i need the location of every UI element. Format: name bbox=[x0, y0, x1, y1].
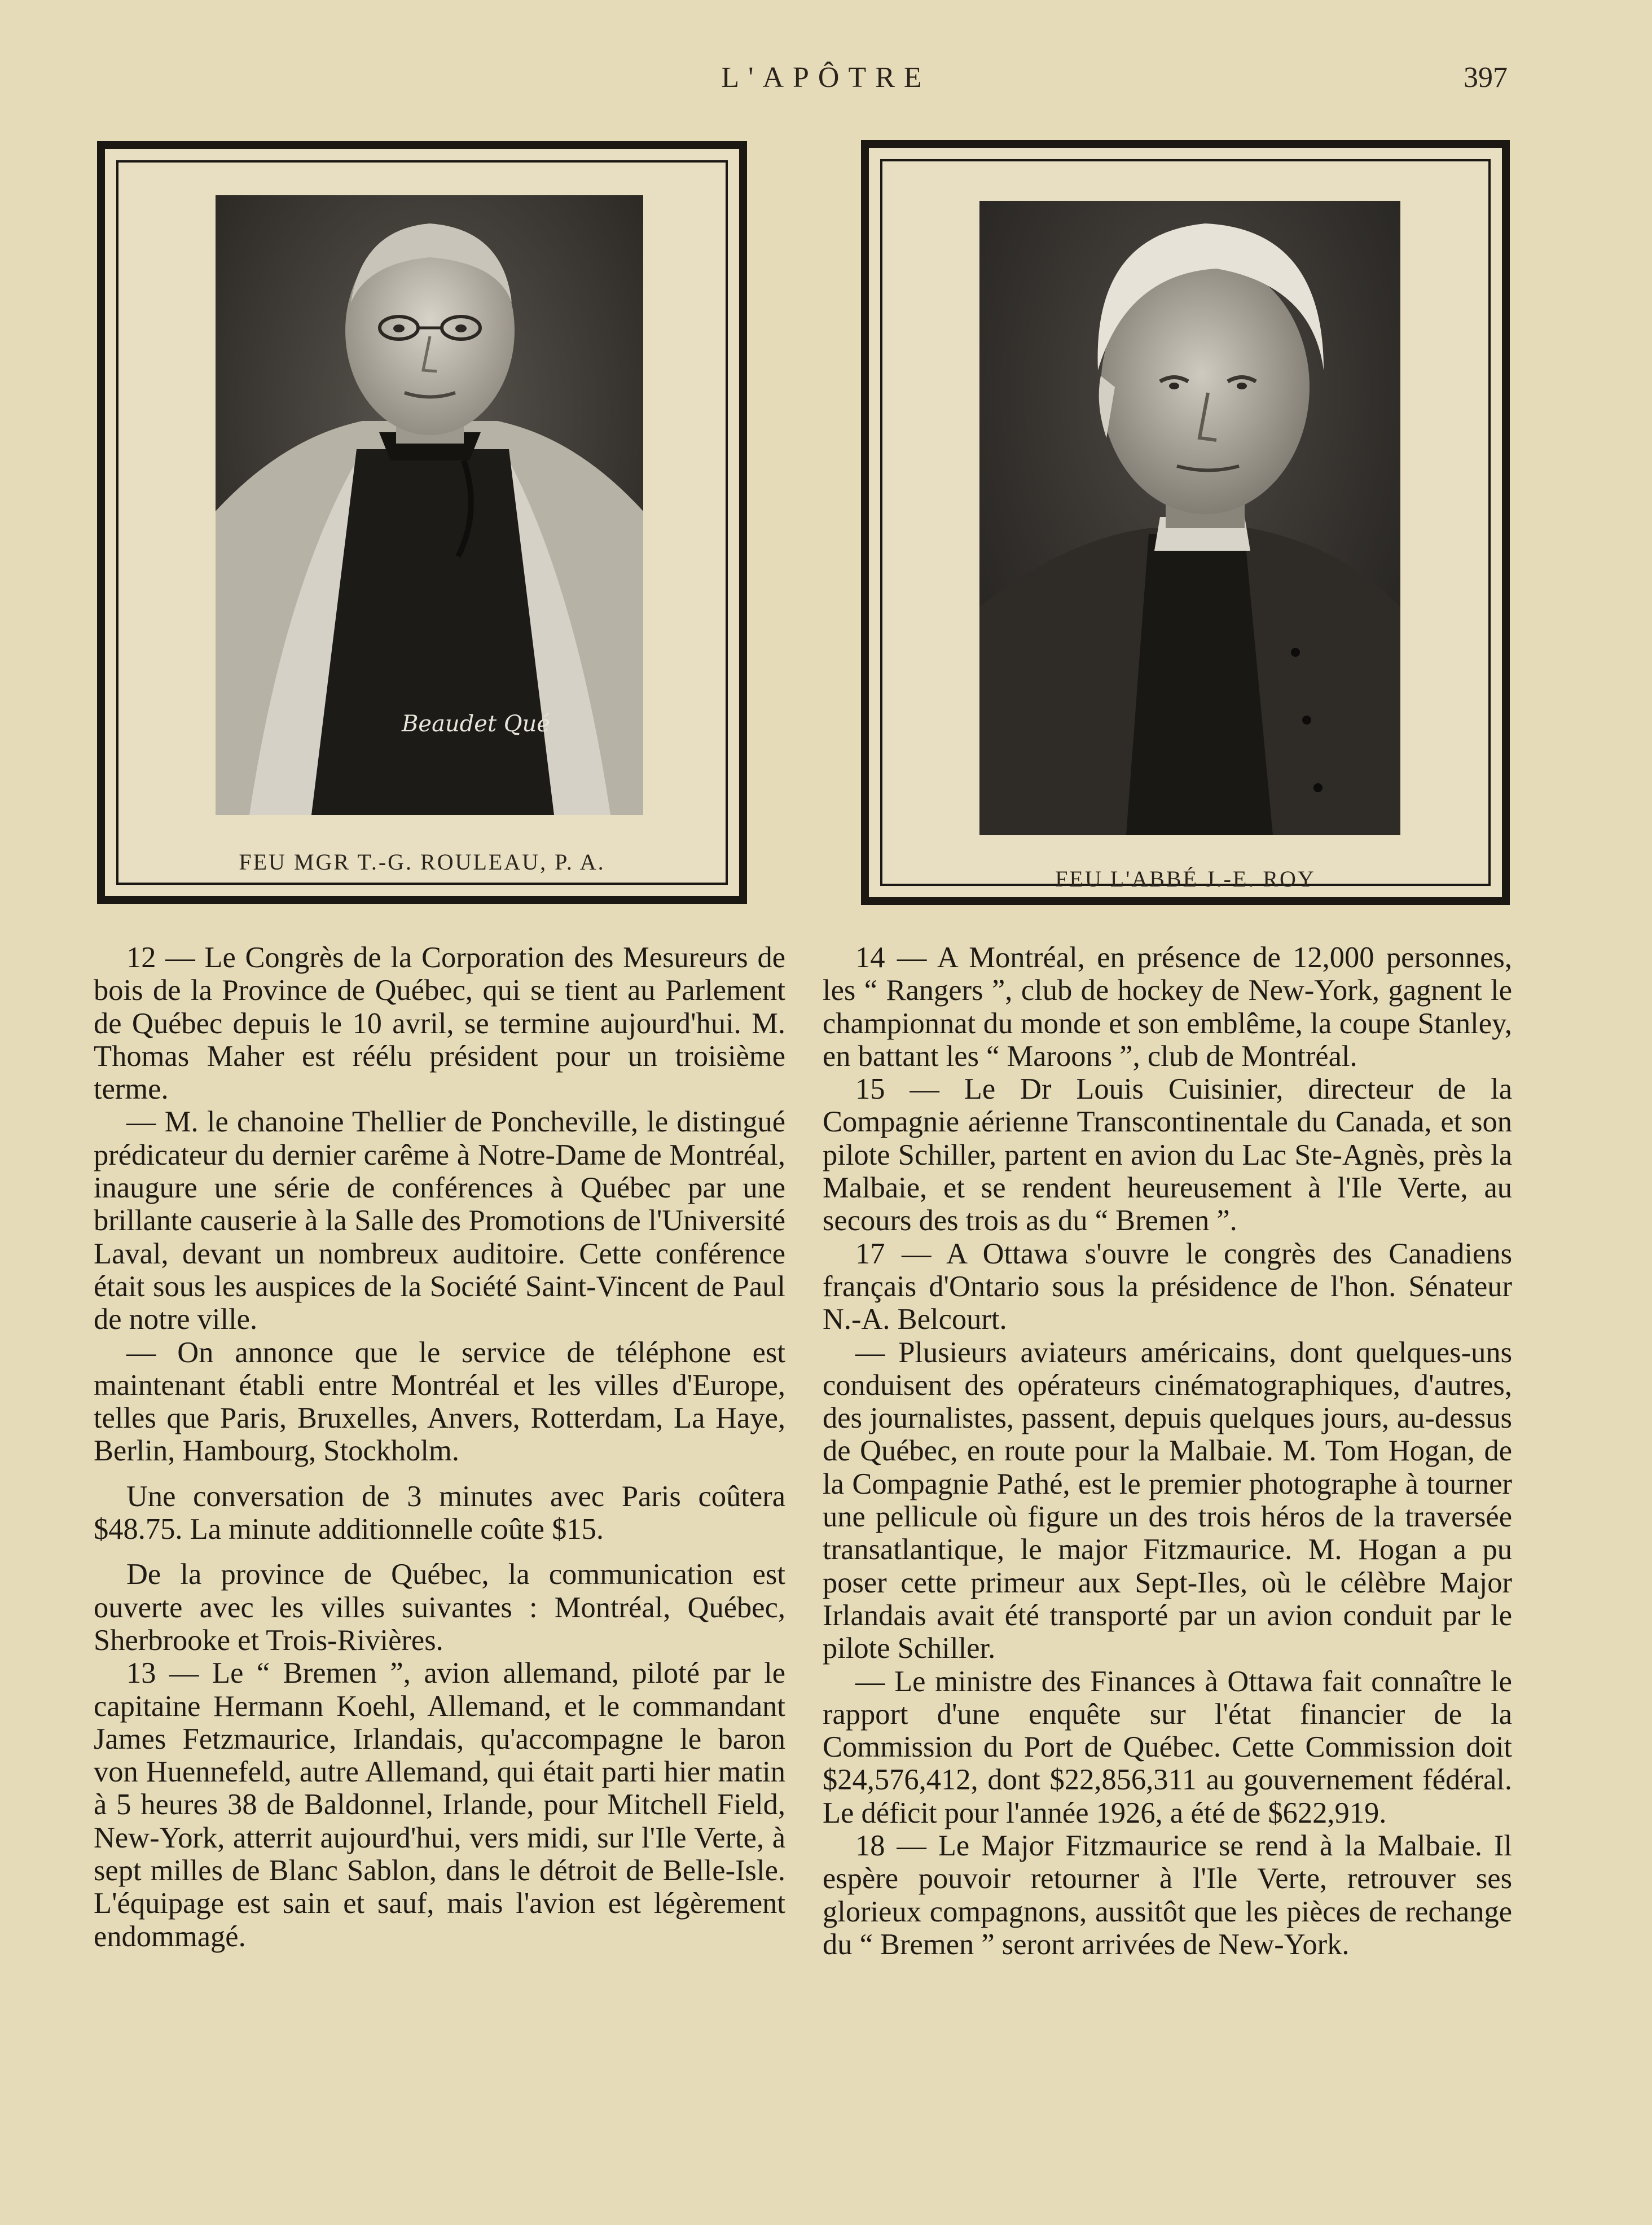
paragraph: — Le ministre des Finances à Ottawa fait connaître le rapport d'une enquête sur l'état financier de la Commission du Port de Québec. Cette Commission doit $24,576,412, dont $22,856,311 au gouvernement fédéral. Le déficit pour l'année 1926, a été de $622,919. bbox=[823, 1665, 1512, 1829]
right-column bbox=[823, 941, 1512, 1961]
running-title: L'APÔTRE bbox=[721, 62, 931, 94]
photographer-signature: Beaudet Qué bbox=[402, 711, 550, 737]
page-header bbox=[0, 61, 1652, 106]
left-column bbox=[94, 941, 785, 1953]
paragraph: — M. le chanoine Thellier de Poncheville, le distingué prédicateur du dernier carême à Notre-Dame de Montréal, inaugure une série de conférences à Québec par une brillante causerie à la Salle des Promotions de l'Université Laval, devant un nombreux auditoire. Cette conférence était sous les auspices de la Société Saint-Vincent de Paul de notre ville. bbox=[94, 1105, 785, 1336]
portrait-photo-rouleau bbox=[216, 195, 643, 815]
paragraph: 17 — A Ottawa s'ouvre le congrès des Canadiens français d'Ontario sous la présidence de l'hon. Sénateur N.-A. Belcourt. bbox=[823, 1237, 1512, 1336]
paragraph: 12 — Le Congrès de la Corporation des Mesureurs de bois de la Province de Québec, qui se tient au Parlement de Québec depuis le 10 avril, se termine aujourd'hui. M. Thomas Maher est réélu président pour un troisième terme. bbox=[94, 941, 785, 1106]
paragraph: De la province de Québec, la communication est ouverte avec les villes suivantes : Montréal, Québec, Sherbrooke et Trois-Rivières. bbox=[94, 1558, 785, 1657]
portrait-frame-roy bbox=[861, 140, 1510, 905]
paragraph: 15 — Le Dr Louis Cuisinier, directeur de la Compagnie aérienne Transcontinentale du Canada, et son pilote Schiller, partent en avion du Lac Ste-Agnès, près la Malbaie, et se rendent heureusement à l'Ile Verte, au secours des trois as du “ Bremen ”. bbox=[823, 1073, 1512, 1237]
paragraph: Une conversation de 3 minutes avec Paris coûtera $48.75. La minute additionnelle coûte $15. bbox=[94, 1480, 785, 1546]
paragraph: — On annonce que le service de téléphone est maintenant établi entre Montréal et les villes d'Europe, telles que Paris, Bruxelles, Anvers, Rotterdam, La Haye, Berlin, Hambourg, Stockholm. bbox=[94, 1336, 785, 1468]
photo-caption-rouleau: FEU MGR T.-G. ROULEAU, P. A. bbox=[239, 849, 605, 875]
photo-caption-roy: FEU L'ABBÉ J.-E. ROY bbox=[1055, 866, 1316, 892]
page-number: 397 bbox=[1464, 62, 1508, 94]
paragraph: 13 — Le “ Bremen ”, avion allemand, piloté par le capitaine Hermann Koehl, Allemand, et le commandant James Fetzmaurice, Irlandais, qu'accompagne le baron von Huennefeld, autre Allemand, qui était parti hier matin à 5 heures 38 de Baldonnel, Irlande, pour Mitchell Field, New-York, atterrit aujourd'hui, vers midi, sur l'Ile Verte, à sept milles de Blanc Sablon, dans le détroit de Belle-Isle. L'équipage est sain et sauf, mais l'avion est légèrement endommagé. bbox=[94, 1657, 785, 1953]
portrait-photo-roy bbox=[979, 201, 1400, 835]
paragraph: 14 — A Montréal, en présence de 12,000 personnes, les “ Rangers ”, club de hockey de New-York, gagnent le championnat du monde et son emblême, la coupe Stanley, en battant les “ Maroons ”, club de Montréal. bbox=[823, 941, 1512, 1073]
portrait-rouleau-image bbox=[216, 195, 643, 815]
paragraph: 18 — Le Major Fitzmaurice se rend à la Malbaie. Il espère pouvoir retourner à l'Ile Verte, retrouver ses glorieux compagnons, aussitôt que les pièces de rechange du “ Bremen ” seront arrivées de New-York. bbox=[823, 1829, 1512, 1961]
portrait-frame-rouleau bbox=[97, 141, 747, 904]
portrait-roy-image bbox=[979, 201, 1400, 835]
paragraph: — Plusieurs aviateurs américains, dont quelques-uns conduisent des opérateurs cinématographiques, d'autres, des journalistes, passent, depuis quelques jours, au-dessus de Québec, en route pour la Malbaie. M. Tom Hogan, de la Compagnie Pathé, est le premier photographe à tourner une pellicule où figure un des trois héros de la traversée transatlantique, le major Fitzmaurice. M. Hogan a pu poser cette primeur aux Sept-Iles, où le célèbre Major Irlandais avait été transporté par un avion conduit par le pilote Schiller. bbox=[823, 1336, 1512, 1665]
